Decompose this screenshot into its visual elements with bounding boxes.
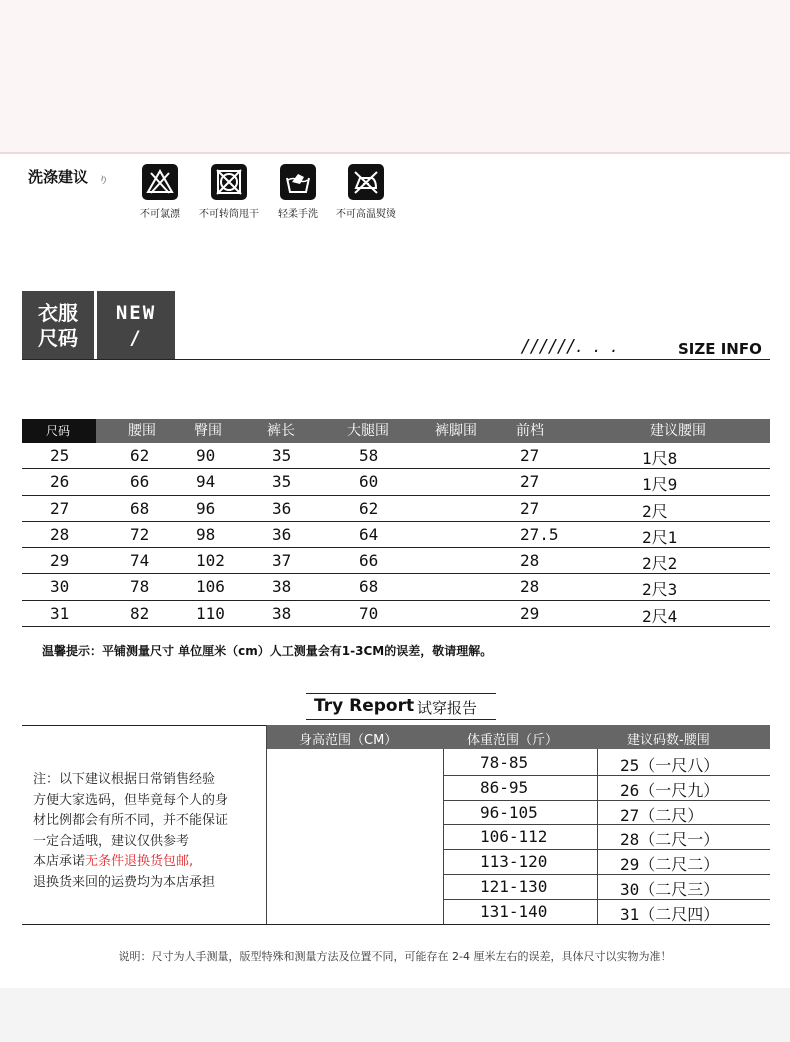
table-cell: 38 — [272, 577, 292, 597]
table-cell: 68 — [130, 498, 150, 518]
table-cell: 29 — [520, 603, 540, 623]
weight-range-cell: 106-112 — [480, 827, 548, 847]
table-cell: 102 — [196, 551, 225, 571]
report-bottom-rule — [22, 924, 770, 925]
table-cell: 35 — [272, 446, 292, 465]
size-table — [22, 419, 770, 627]
table-cell: 30 — [50, 577, 70, 597]
row-divider — [443, 824, 770, 825]
column-header: 身高范围（CM） — [299, 733, 398, 748]
table-cell: 66 — [130, 472, 150, 492]
table-cell: 27 — [50, 498, 70, 518]
new-badge — [97, 291, 175, 360]
badge-line: NEW — [115, 302, 157, 324]
table-cell: 31 — [50, 603, 70, 623]
row-divider — [443, 874, 770, 875]
footer-band — [0, 988, 790, 1042]
column-header: 建议腰围 — [650, 423, 706, 439]
table-cell: 58 — [359, 446, 379, 465]
table-cell: 27 — [520, 446, 540, 465]
column-header: 大腿围 — [347, 423, 389, 439]
table-cell: 27.5 — [520, 524, 559, 544]
table-cell: 27 — [520, 498, 540, 518]
note-line: 注：以下建议根据日常销售经验 — [33, 772, 216, 787]
badge-line: 衣服 — [38, 301, 78, 325]
hand-wash-icon — [280, 164, 316, 200]
table-cell: 110 — [196, 603, 225, 623]
row-divider — [443, 800, 770, 801]
title-rule-bottom — [306, 719, 496, 720]
table-cell: 1尺9 — [642, 475, 678, 495]
decorative-slashes: //////. . . — [522, 336, 620, 357]
row-divider — [443, 899, 770, 900]
weight-range-cell: 121-130 — [480, 877, 548, 896]
table-cell: 1尺8 — [642, 449, 678, 468]
table-cell: 98 — [196, 524, 216, 544]
table-cell: 72 — [130, 524, 150, 544]
table-row — [22, 548, 770, 574]
care-label: 轻柔手洗 — [278, 209, 318, 220]
weight-range-cell: 96-105 — [480, 802, 538, 822]
note-line: 一定合适哦，建议仅供参考 — [33, 833, 190, 849]
suggested-size-cell: 27（二尺） — [620, 805, 704, 825]
try-report-title-cn: 试穿报告 — [417, 699, 478, 717]
column-header: 臀围 — [194, 423, 222, 439]
table-cell: 2尺4 — [642, 606, 678, 626]
table-cell: 60 — [359, 472, 379, 492]
weight-range-cell: 131-140 — [480, 901, 548, 921]
table-row — [22, 443, 770, 469]
table-cell: 2尺 — [642, 501, 668, 521]
weight-range-cell: 113-120 — [480, 852, 548, 872]
table-row — [22, 574, 770, 600]
table-cell: 74 — [130, 551, 150, 571]
table-cell: 28 — [50, 524, 70, 544]
try-report-header — [267, 725, 770, 749]
table-cell: 36 — [272, 498, 292, 518]
promise-line — [33, 852, 228, 873]
column-header: 体重范围（斤） — [467, 733, 559, 748]
care-label: 不可氯漂 — [140, 209, 180, 220]
suggested-size-cell: 29（二尺二） — [620, 855, 720, 875]
table-cell: 66 — [359, 551, 379, 571]
table-cell: 2尺3 — [642, 580, 678, 600]
note-line: 退换货来回的运费均为本店承担 — [33, 874, 216, 890]
weight-range-cell: 86-95 — [480, 777, 529, 797]
promise-prefix: 本店承诺 — [33, 854, 86, 869]
table-cell: 70 — [359, 603, 379, 623]
no-tumble-dry-icon — [211, 164, 247, 200]
table-cell: 35 — [272, 472, 292, 492]
column-header: 裤长 — [267, 423, 295, 439]
table-cell: 29 — [50, 551, 70, 571]
suggested-size-cell: 25（一尺八） — [620, 756, 720, 775]
try-report-title: Try Report — [314, 696, 415, 716]
no-hot-iron-icon — [348, 164, 384, 200]
size-table-header — [22, 419, 770, 443]
table-cell: 64 — [359, 524, 379, 544]
table-row — [22, 469, 770, 495]
table-cell: 2尺1 — [642, 527, 678, 547]
care-label: 不可高温熨烫 — [336, 209, 396, 220]
column-divider — [266, 725, 267, 924]
table-cell: 38 — [272, 603, 292, 623]
badge-line: 尺码 — [38, 326, 78, 350]
care-item-no-bleach — [120, 164, 200, 220]
row-divider — [443, 849, 770, 850]
care-item-no-tumble — [189, 164, 269, 220]
table-row — [22, 496, 770, 522]
top-divider — [0, 152, 790, 154]
care-mark: り — [99, 176, 109, 186]
row-divider — [443, 775, 770, 776]
clothing-size-badge — [22, 291, 94, 360]
note-line: 材比例都会有所不同，并不能保证 — [33, 813, 229, 828]
size-info-label: SIZE INFO — [678, 340, 762, 358]
title-rule-top — [306, 693, 496, 694]
table-row — [22, 522, 770, 548]
note-line: 方便大家选码，但毕竟每个人的身 — [33, 792, 229, 808]
no-bleach-icon — [142, 164, 178, 200]
care-item-no-iron — [326, 164, 406, 220]
column-header: 前档 — [516, 423, 544, 439]
table-cell: 28 — [520, 551, 540, 571]
table-cell: 90 — [196, 446, 216, 465]
table-cell: 26 — [50, 472, 70, 492]
table-cell: 62 — [359, 498, 379, 518]
table-cell: 68 — [359, 577, 379, 597]
weight-range-cell: 78-85 — [480, 753, 529, 772]
table-cell: 2尺2 — [642, 554, 678, 574]
suggested-size-cell: 30（二尺三） — [620, 880, 720, 899]
table-cell: 82 — [130, 603, 150, 623]
column-header: 建议码数-腰围 — [627, 733, 710, 748]
table-row — [22, 601, 770, 627]
table-cell: 37 — [272, 551, 292, 571]
top-banner — [0, 0, 790, 152]
table-cell: 28 — [520, 577, 540, 597]
table-cell: 78 — [130, 577, 150, 597]
measurement-tip: 温馨提示：平铺测量尺寸 单位厘米（cm）人工测量会有1-3CM的误差，敬请理解。 — [42, 644, 493, 658]
table-cell: 62 — [130, 446, 150, 465]
table-cell: 96 — [196, 498, 216, 518]
badge-line: / — [129, 327, 143, 349]
table-cell: 36 — [272, 524, 292, 544]
table-cell: 27 — [520, 472, 540, 492]
suggested-size-cell: 31（二尺四） — [620, 904, 720, 924]
column-header: 裤脚围 — [435, 423, 477, 439]
column-header: 尺码 — [22, 419, 96, 443]
suggested-size-cell: 28（二尺一） — [620, 830, 720, 850]
table-cell: 94 — [196, 472, 216, 492]
header-rule — [22, 359, 770, 360]
care-title: 洗涤建议 — [28, 168, 89, 186]
care-label: 不可转筒甩干 — [199, 209, 259, 220]
column-header: 腰围 — [128, 423, 156, 439]
promise-highlight: 无条件退换货包邮, — [85, 854, 194, 869]
try-report-note — [33, 770, 228, 893]
footer-note: 说明：尺寸为人手测量，版型特殊和测量方法及位置不同，可能存在 2-4 厘米左右的误差，具体尺寸以实物为准！ — [118, 950, 672, 963]
suggested-size-cell: 26（一尺九） — [620, 780, 720, 800]
table-cell: 106 — [196, 577, 225, 597]
table-cell: 25 — [50, 446, 70, 465]
